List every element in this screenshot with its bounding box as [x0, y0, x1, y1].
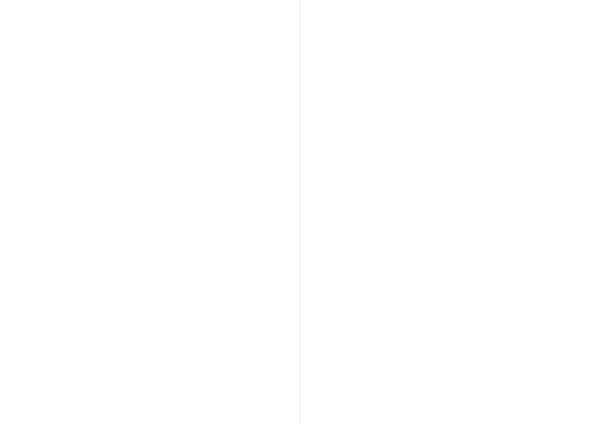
right-body-text: [330, 26, 570, 386]
left-running-header: [70, 11, 270, 17]
right-running-header: [330, 11, 570, 17]
left-body-text: [30, 26, 270, 386]
right-page: [300, 0, 600, 424]
